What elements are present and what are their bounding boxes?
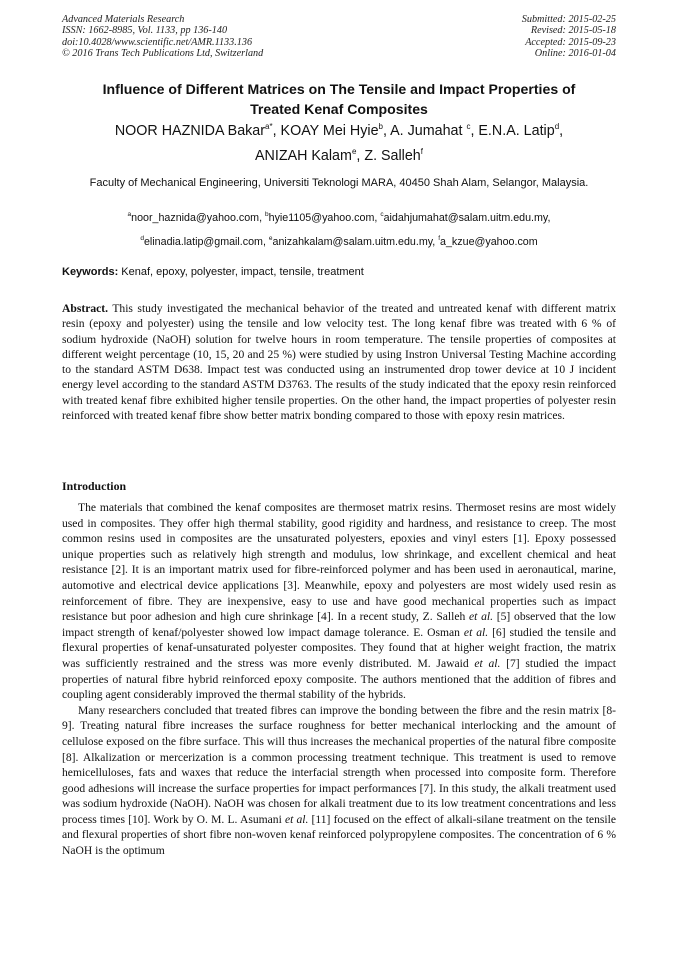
publication-dates	[522, 14, 616, 60]
author-separator: ,	[272, 123, 281, 139]
author-line-1	[62, 119, 616, 144]
abstract	[62, 301, 616, 423]
author-sup: e	[351, 147, 357, 156]
email-address: hyie1105@yahoo.com	[268, 212, 375, 224]
email-address: a_kzue@yahoo.com	[440, 236, 538, 248]
affiliation: Faculty of Mechanical Engineering, Universiti Teknologi MARA, 40450 Shah Alam, Selangor, Malaysia.	[89, 177, 589, 189]
text-run: [5] observed that the low impact strength of kenaf/polyester showed low impact damage tolerance. E. Osman	[62, 610, 616, 639]
email-sup: f	[438, 235, 441, 242]
issn-line: ISSN: 1662-8985, Vol. 1133, pp 136-140	[62, 25, 228, 37]
email-address: anizahkalam@salam.uitm.edu.my	[272, 236, 433, 248]
keywords-text: Kenaf, epoxy, polyester, impact, tensile, treatment	[118, 266, 364, 278]
email-sup: a	[127, 211, 132, 218]
intro-paragraph-2	[62, 703, 616, 859]
submitted-date: Submitted: 2015-02-25	[521, 14, 616, 25]
text-run: [11] focused on the effect of alkali-silane treatment on the tensile and flexural properties of short fibre non-woven kenaf reinforced polypropylene composites. The concentration of 6 % NaOH is the optimum	[62, 812, 616, 858]
intro-paragraph-1	[62, 500, 616, 703]
email-sup: d	[140, 235, 144, 242]
journal-info	[62, 14, 263, 60]
author-name: ANIZAH Kalam	[255, 148, 352, 164]
author-sup: f	[420, 147, 423, 156]
author-name: Z. Salleh	[364, 148, 421, 164]
email-line-1	[62, 206, 616, 230]
email-address: aidahjumahat@salam.uitm.edu.my	[383, 212, 548, 224]
section-heading-introduction: Introduction	[62, 479, 127, 493]
author-sup: c	[466, 122, 471, 131]
email-separator: ,	[259, 212, 266, 224]
email-sup: b	[265, 211, 269, 218]
email-separator: ,	[374, 212, 381, 224]
email-list	[62, 206, 616, 254]
author-name: A. Jumahat	[390, 123, 467, 139]
email-separator: ,	[547, 212, 551, 224]
author-separator: ,	[382, 123, 391, 139]
text-run: [7] studied the impact properties of natural fibre hybrid reinforced epoxy composite. The authors mentioned that the addition of fibres and coupling agent considerably improved the thermal stability of the hybrids.	[62, 656, 616, 702]
text-run-italic: et al.	[284, 812, 309, 826]
author-list	[62, 119, 616, 169]
text-run-italic: et al.	[474, 656, 501, 670]
author-sup: b	[378, 122, 383, 131]
keywords-label: Keywords:	[62, 266, 119, 278]
email-separator: ,	[432, 236, 439, 248]
paper-title	[62, 79, 616, 119]
introduction-body	[62, 500, 616, 859]
email-address: elinadia.latip@gmail.com	[143, 236, 263, 248]
author-separator: ,	[559, 123, 564, 139]
text-run: Many researchers concluded that treated fibres can improve the bonding between the fibre and the resin matrix [8-9]. Treating natural fibre increases the surface roughness for better mechanical interlocking and the amount of cellulose exposed on the fibre surface. This will thus increases the mechanical properties of the natural fibre composite [8]. Alkalization or mercerization is a common processing treatment technique. This treatment is used to remove hemicelluloses, fats and waxes that reduce the interfacial strength when processed into composite form. Therefore good adhesions will increase the surface properties for impact performances [7]. In this study, the alkali treatment used was sodium hydroxide (NaOH). NaOH was chosen for alkali treatment due to its low treatment concentrations and less process times [10]. Work by O. M. L. Asumani	[62, 703, 616, 826]
text-run-italic: et al.	[463, 625, 489, 639]
abstract-text: This study investigated the mechanical behavior of the treated and untreated kenaf with different matrix resin (epoxy and polyester) using the tensile and low velocity test. The long kenaf fibre was treated with 6 % of sodium hydroxide (NaOH) solution for twelve hours in room temperature. The tensile properties of composites at different weight percentage (10, 15, 20 and 25 %) were studied by using Instron Universal Testing Machine according to the standard ASTM D638. Impact test was conducted using an instrumented drop tower device at 10 J incident energy level according to the standard ASTM D3763. The results of the study indicated that the epoxy resin reinforced with treated kenaf fibre exhibited higher tensile properties. On the other hand, the impact properties of polyester resin reinforced with treated kenaf fibre show better matrix bonding compared to those with epoxy resin matrices.	[62, 302, 616, 423]
email-separator: ,	[262, 236, 269, 248]
author-sup: a*	[265, 122, 273, 131]
title-line-1: Influence of Different Matrices on The Tensile and Impact Properties of	[102, 81, 576, 97]
text-run-italic: et al.	[469, 610, 494, 624]
author-separator: ,	[356, 148, 365, 164]
keywords	[62, 265, 616, 280]
author-separator: ,	[470, 123, 479, 139]
author-sup: d	[554, 122, 560, 131]
revised-date: Revised: 2015-05-18	[530, 25, 616, 37]
journal-name: Advanced Materials Research	[62, 14, 185, 25]
author-line-2	[62, 144, 616, 169]
email-line-2	[62, 230, 616, 254]
email-address: noor_haznida@yahoo.com	[131, 212, 260, 224]
accepted-date: Accepted: 2015-09-23	[525, 36, 616, 48]
email-sup: e	[268, 235, 273, 242]
copyright-line: © 2016 Trans Tech Publications Ltd, Switzerland	[62, 48, 264, 60]
email-sup: c	[380, 211, 384, 218]
author-name: KOAY Mei Hyie	[280, 123, 379, 139]
abstract-label: Abstract.	[62, 302, 109, 315]
text-run: The materials that combined the kenaf composites are thermoset matrix resins. Thermoset resins are most widely used in composites. They offer high thermal stability, good rigidity and hardness, and resistance to creep. The most common resins used in composites are the unsaturated polyesters, epoxies and vinyl esters [1]. Epoxy possessed unique properties such as relatively high strength and modulus, low shrinkage, and excellent chemical and heat resistance [2]. It is an important matrix used for fibre-reinforced polymer and has been used in aeronautical, marine, automotive and electrical device applications [3]. Meanwhile, epoxy and polyesters are most widely used resin as reinforcement of fibre. They are inexpensive, easy to use and have good mechanical properties such as impact resistance but poor adhesion and high cure shrinkage [4]. In a recent study, Z. Salleh	[62, 501, 616, 624]
text-run: [6] studied the tensile and flexural properties of kenaf-unsaturated polyester composites. They found that at higher weight fraction, the matrix was sufficiently restrained and the stress was more evenly distributed. M. Jawaid	[62, 625, 616, 670]
author-name: NOOR HAZNIDA Bakar	[114, 123, 266, 139]
title-line-2: Treated Kenaf Composites	[250, 101, 428, 117]
online-date: Online: 2016-01-04	[534, 48, 616, 60]
author-name: E.N.A. Latip	[478, 123, 555, 139]
doi-line: doi:10.4028/www.scientific.net/AMR.1133.136	[62, 36, 253, 48]
